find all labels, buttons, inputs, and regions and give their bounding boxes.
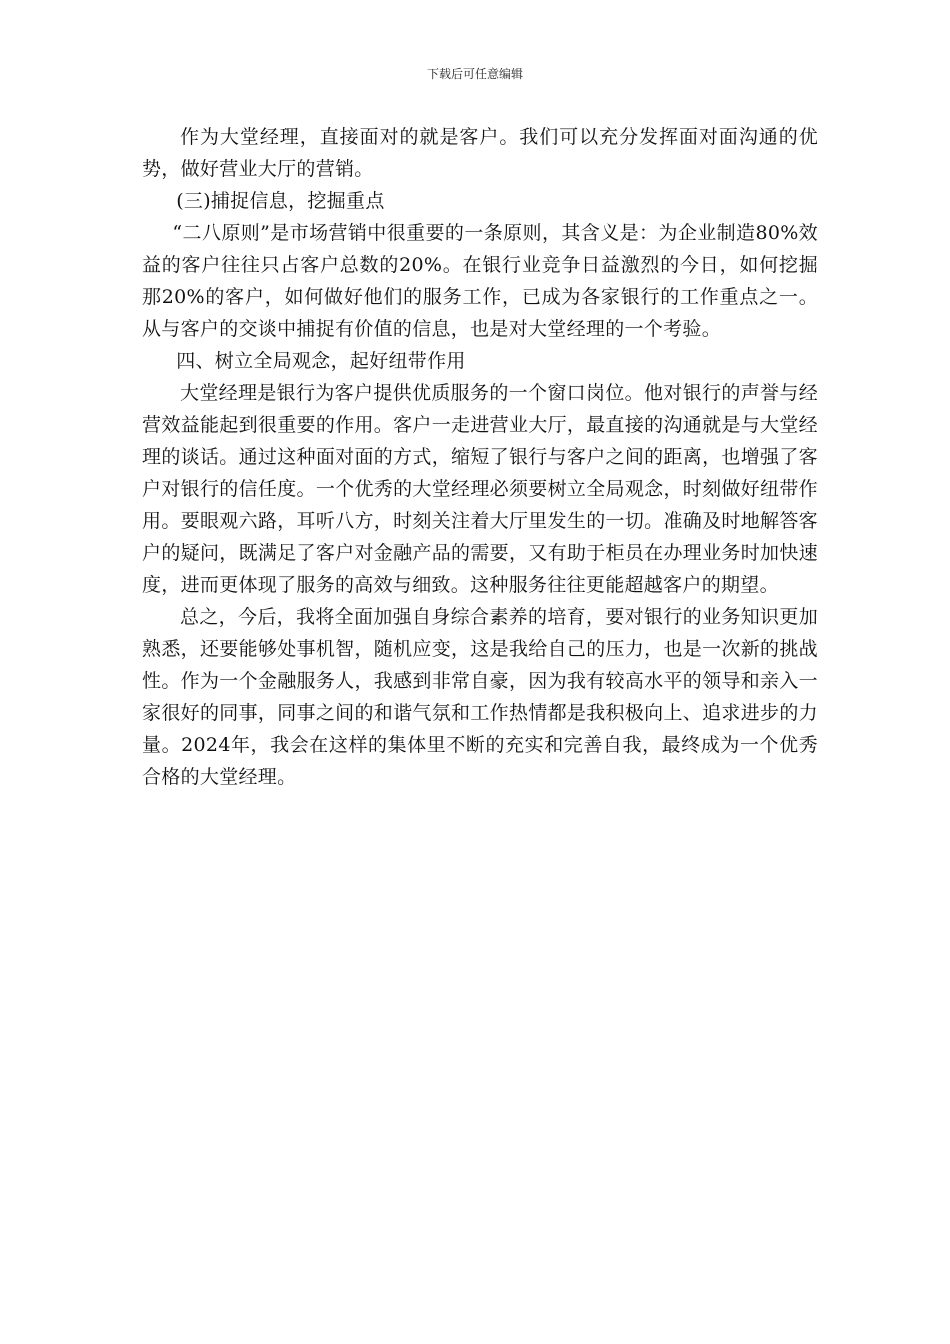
paragraph-conclusion: 总之，今后，我将全面加强自身综合素养的培育，要对银行的业务知识更加熟悉，还要能够处事机智，随机应变，这是我给自己的压力，也是一次新的挑战性。作为一个金融服务人，我感到非常自豪，因为我有较高水平的领导和亲入一家很好的同事，同事之间的和谐气氛和工作热情都是我积极向上、追求进步的力量。2024年，我会在这样的集体里不断的充实和完善自我，最终成为一个优秀合格的大堂经理。 <box>142 606 818 788</box>
paragraph-intro: 作为大堂经理，直接面对的就是客户。我们可以充分发挥面对面沟通的优势，做好营业大厅的营销。 <box>142 126 818 180</box>
page-header: 下载后可任意编辑 <box>426 67 523 81</box>
paragraph-lobby-manager: 大堂经理是银行为客户提供优质服务的一个窗口岗位。他对银行的声誉与经营效益能起到很重要的作用。客户一走进营业大厅，最直接的沟通就是与大堂经理的谈话。通过这种面对面的方式，缩短了银行与客户之间的距离，也增强了客户对银行的信任度。一个优秀的大堂经理必须要树立全局观念，时刻做好纽带作用。要眼观六路，耳听八方，时刻关注着大厅里发生的一切。准确及时地解答客户的疑问，既满足了客户对金融产品的需要，又有助于柜员在办理业务时加快速度，进而更体现了服务的高效与细致。这种服务往往更能超越客户的期望。 <box>142 382 818 596</box>
document-body <box>142 121 818 793</box>
section-heading-global-view: 四、树立全局观念，起好纽带作用 <box>176 350 466 372</box>
paragraph-eighty-twenty: “二八原则”是市场营销中很重要的一条原则，其含义是：为企业制造80%效益的客户往往只占客户总数的20%。在银行业竞争日益激烈的今日，如何挖掘那20%的客户，如何做好他们的服务工作，已成为各家银行的工作重点之一。从与客户的交谈中捕捉有价值的信息，也是对大堂经理的一个考验。 <box>142 222 818 340</box>
section-heading-capture-info: (三)捕捉信息，挖掘重点 <box>176 190 385 212</box>
